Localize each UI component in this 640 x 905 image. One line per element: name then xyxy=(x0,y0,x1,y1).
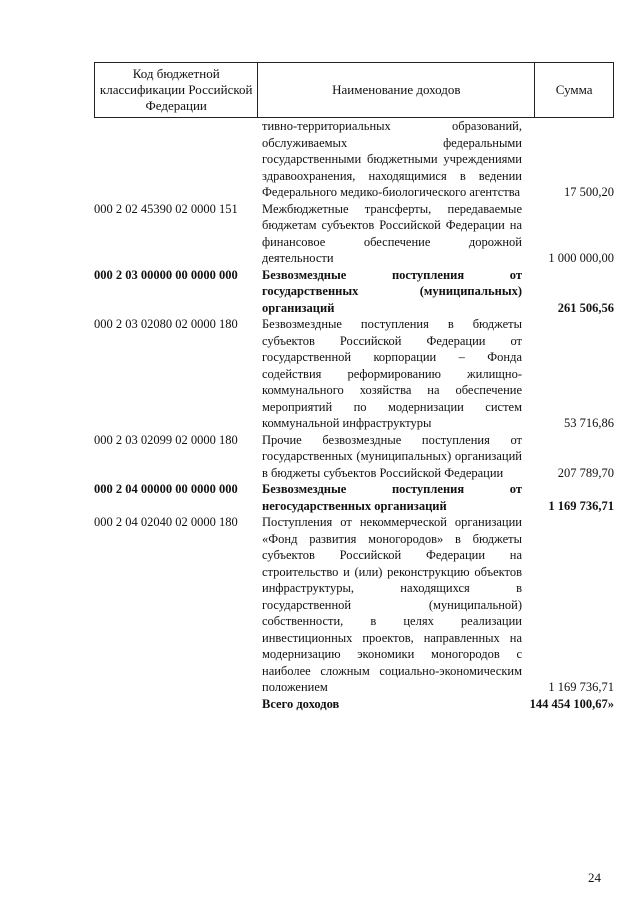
table-body xyxy=(94,118,614,712)
table-row-group xyxy=(94,481,614,514)
header-sum: Сумма xyxy=(555,82,593,97)
row-code: 000 2 03 02099 02 0000 180 xyxy=(94,432,238,447)
row-sum-total: 144 454 100,67» xyxy=(529,696,614,711)
row-code xyxy=(94,118,262,201)
row-sum: 1 169 736,71 xyxy=(548,680,614,694)
row-sum: 1 169 736,71 xyxy=(548,498,614,513)
row-name: Безвозмездные поступления от государственных (муниципальных) организаций xyxy=(262,267,522,315)
row-code: 000 2 04 00000 00 0000 000 xyxy=(94,482,238,496)
row-sum: 53 716,86 xyxy=(564,416,614,430)
row-sum: 261 506,56 xyxy=(557,300,614,315)
table-row-group xyxy=(94,267,614,317)
row-code xyxy=(94,696,262,713)
row-sum: 207 789,70 xyxy=(557,465,614,480)
row-name: Безвозмездные поступления в бюджеты субъектов Российской Федерации от государственной корпорации – Фонда содействия реформированию жилищно-коммунального хозяйства на обеспечение мероприятий по модернизации систем коммунальной инфраструктуры xyxy=(262,317,522,430)
row-name-total: Всего доходов xyxy=(262,696,340,711)
table-row xyxy=(94,316,614,432)
row-name: Прочие безвозмездные поступления от государственных (муниципальных) организаций в бюджеты субъектов Российской Федерации xyxy=(262,432,522,480)
row-name: Безвозмездные поступления от негосударственных организаций xyxy=(262,482,522,513)
row-code: 000 2 02 45390 02 0000 151 xyxy=(94,201,238,216)
row-sum: 17 500,20 xyxy=(564,185,614,199)
row-code: 000 2 03 00000 00 0000 000 xyxy=(94,267,238,282)
row-code: 000 2 04 02040 02 0000 180 xyxy=(94,515,238,529)
row-name: Межбюджетные трансферты, передаваемые бюджетам субъектов Российской Федерации на финансовое обеспечение дорожной деятельности xyxy=(262,201,522,265)
table-row-total xyxy=(94,696,614,713)
table-row xyxy=(94,201,614,267)
row-name: тивно-территориальных образований, обслуживаемых федеральными государственными бюджетными учреждениями здравоохранения, находящимися в ведении Федерального медико-биологического агентства xyxy=(262,119,522,199)
page-number: 24 xyxy=(588,870,601,885)
row-name: Поступления от некоммерческой организации «Фонд развития моногородов» в бюджеты субъектов Российской Федерации на строительство и (или) реконструкцию объектов инфраструктуры, находящихся в государственной (муниципальной) собственности, в целях реализации инвестиционных проектов, направленных на модернизацию экономики моногородов с наиболее сложным социально-экономическим положением xyxy=(262,515,522,694)
table-row xyxy=(94,432,614,482)
table-row xyxy=(94,514,614,696)
row-sum: 1 000 000,00 xyxy=(548,251,614,265)
row-code: 000 2 03 02080 02 0000 180 xyxy=(94,317,238,331)
table-row xyxy=(94,118,614,201)
table-header xyxy=(94,62,614,118)
header-name: Наименование доходов xyxy=(258,63,535,117)
header-code: Код бюджетной классификации Российской Федерации xyxy=(95,63,258,117)
